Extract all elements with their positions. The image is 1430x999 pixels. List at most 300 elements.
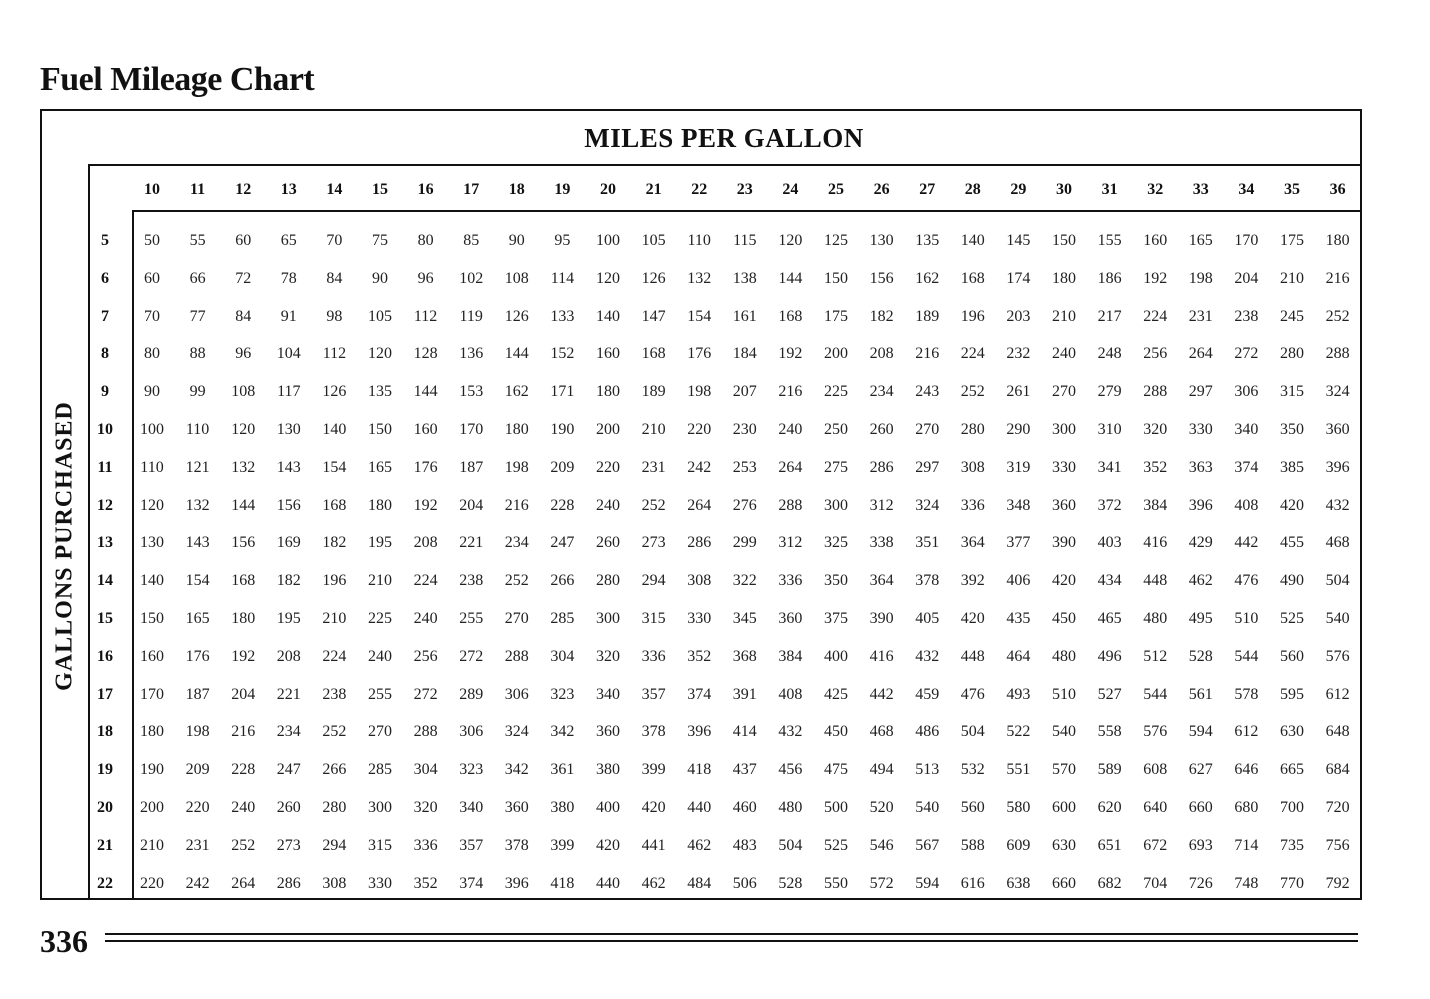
mileage-cell: 330 <box>1188 421 1213 438</box>
mileage-cell: 200 <box>140 799 164 816</box>
mileage-cell: 280 <box>322 799 347 816</box>
mileage-cell: 324 <box>504 723 529 741</box>
mileage-cell: 589 <box>1097 761 1122 779</box>
mileage-cell: 312 <box>869 496 894 514</box>
mileage-cell: 528 <box>778 874 803 892</box>
mileage-cell: 120 <box>596 269 620 287</box>
mileage-cell: 396 <box>1325 458 1350 476</box>
mileage-cell: 217 <box>1097 307 1122 325</box>
mileage-cell: 434 <box>1097 572 1122 590</box>
mileage-cell: 588 <box>960 836 985 854</box>
mileage-cell: 391 <box>732 685 757 703</box>
mileage-cell: 420 <box>960 610 985 627</box>
mileage-cell: 250 <box>824 421 848 438</box>
mileage-cell: 480 <box>778 799 803 816</box>
mileage-cell: 145 <box>1006 232 1031 249</box>
mileage-cell: 312 <box>778 534 803 552</box>
mileage-cell: 432 <box>1325 496 1350 514</box>
mileage-cell: 380 <box>596 761 620 779</box>
mileage-cell: 323 <box>459 761 484 779</box>
mileage-cell: 114 <box>550 269 575 287</box>
mileage-cell: 187 <box>185 685 210 703</box>
mileage-cell: 420 <box>1280 496 1304 514</box>
mileage-cell: 240 <box>413 610 438 627</box>
mileage-cell: 532 <box>960 761 985 779</box>
mileage-cell: 357 <box>641 685 666 703</box>
mileage-cell: 198 <box>185 723 210 741</box>
mileage-cell: 546 <box>869 836 894 854</box>
mileage-cell: 336 <box>641 647 666 665</box>
gallons-row-label: 16 <box>97 647 113 665</box>
gallons-row-label: 19 <box>97 761 113 779</box>
mileage-cell: 288 <box>1143 383 1168 401</box>
mileage-cell: 216 <box>915 345 940 363</box>
mileage-cell: 390 <box>1052 534 1076 552</box>
mileage-cell: 264 <box>687 496 712 514</box>
column-header-rule <box>132 210 1360 212</box>
mileage-cell: 493 <box>1006 685 1031 703</box>
mileage-cell: 504 <box>778 836 803 854</box>
mileage-cell: 190 <box>140 761 164 779</box>
mileage-cell: 165 <box>368 458 392 476</box>
mileage-cell: 578 <box>1234 685 1259 703</box>
mileage-cell: 260 <box>869 421 894 438</box>
mileage-cell: 135 <box>368 383 392 401</box>
mileage-cell: 231 <box>185 836 210 854</box>
mileage-cell: 665 <box>1280 761 1304 779</box>
mileage-cell: 361 <box>550 761 575 779</box>
mileage-cell: 510 <box>1052 685 1076 703</box>
mileage-cell: 646 <box>1234 761 1259 779</box>
mileage-cell: 310 <box>1097 421 1122 438</box>
mileage-cell: 560 <box>1280 647 1304 665</box>
mpg-header-cell: 17 <box>463 181 480 198</box>
mileage-cell: 372 <box>1097 496 1122 514</box>
mileage-cell: 135 <box>915 232 940 249</box>
mileage-cell: 140 <box>960 232 985 249</box>
mileage-cell: 252 <box>960 383 985 401</box>
mileage-cell: 252 <box>641 496 666 514</box>
mileage-cell: 462 <box>641 874 666 892</box>
mileage-cell: 374 <box>1234 458 1259 476</box>
mileage-cell: 80 <box>144 345 160 363</box>
mileage-cell: 513 <box>915 761 940 779</box>
mileage-cell: 465 <box>1097 610 1122 627</box>
mileage-cell: 550 <box>824 874 848 892</box>
mileage-cell: 252 <box>231 836 256 854</box>
mileage-cell: 288 <box>504 647 529 665</box>
mileage-cell: 275 <box>824 458 848 476</box>
mileage-cell: 204 <box>459 496 484 514</box>
mileage-cell: 450 <box>1052 610 1076 627</box>
mileage-cell: 136 <box>459 345 484 363</box>
mileage-cell: 216 <box>1325 269 1350 287</box>
gallons-row-label: 18 <box>97 723 113 741</box>
mpg-header-cell: 15 <box>372 181 388 198</box>
mileage-cell: 154 <box>322 458 347 476</box>
mileage-cell: 360 <box>504 799 529 816</box>
mileage-cell: 160 <box>140 647 164 665</box>
mileage-cell: 400 <box>596 799 620 816</box>
mileage-cell: 286 <box>869 458 894 476</box>
mileage-cell: 420 <box>641 799 666 816</box>
mileage-cell: 162 <box>915 269 940 287</box>
mileage-cell: 342 <box>550 723 575 741</box>
mileage-cell: 70 <box>144 307 160 325</box>
mileage-cell: 176 <box>413 458 438 476</box>
mileage-cell: 228 <box>231 761 256 779</box>
mileage-cell: 225 <box>368 610 392 627</box>
mileage-cell: 448 <box>960 647 985 665</box>
mpg-header-cell: 10 <box>144 181 160 198</box>
mileage-cell: 648 <box>1325 723 1350 741</box>
mileage-cell: 207 <box>732 383 757 401</box>
mileage-cell: 464 <box>1006 647 1031 665</box>
mileage-cell: 150 <box>824 269 848 287</box>
mileage-cell: 156 <box>276 496 301 514</box>
mileage-cell: 323 <box>550 685 575 703</box>
mileage-cell: 165 <box>185 610 210 627</box>
mileage-cell: 175 <box>1280 232 1304 249</box>
mileage-cell: 272 <box>1234 345 1259 363</box>
mileage-cell: 204 <box>1234 269 1259 287</box>
mileage-cell: 108 <box>504 269 529 287</box>
mileage-cell: 261 <box>1006 383 1031 401</box>
mileage-cell: 144 <box>778 269 803 287</box>
mileage-cell: 140 <box>322 421 347 438</box>
mileage-cell: 143 <box>276 458 301 476</box>
mileage-cell: 234 <box>869 383 894 401</box>
mileage-cell: 180 <box>596 383 620 401</box>
mileage-cell: 140 <box>140 572 164 590</box>
mileage-cell: 504 <box>1325 572 1350 590</box>
mileage-cell: 475 <box>824 761 848 779</box>
mileage-cell: 210 <box>368 572 392 590</box>
mileage-cell: 231 <box>1188 307 1213 325</box>
mileage-cell: 325 <box>824 534 848 552</box>
mileage-cell: 105 <box>368 307 392 325</box>
mileage-cell: 336 <box>960 496 985 514</box>
mileage-cell: 378 <box>504 836 529 854</box>
mileage-cell: 200 <box>596 421 620 438</box>
mileage-cell: 527 <box>1097 685 1122 703</box>
gallons-row-label: 12 <box>97 496 113 514</box>
mileage-cell: 180 <box>1052 269 1076 287</box>
mpg-header-cell: 25 <box>828 181 844 198</box>
mpg-header-cell: 30 <box>1056 181 1072 198</box>
mileage-cell: 95 <box>554 232 571 249</box>
mileage-cell: 700 <box>1280 799 1304 816</box>
mileage-cell: 406 <box>1006 572 1031 590</box>
mileage-cell: 672 <box>1143 836 1168 854</box>
mileage-cell: 396 <box>504 874 529 892</box>
mileage-cell: 425 <box>824 685 848 703</box>
mileage-cell: 255 <box>459 610 484 627</box>
mileage-cell: 294 <box>641 572 666 590</box>
mileage-cell: 252 <box>504 572 529 590</box>
mileage-cell: 253 <box>732 458 757 476</box>
mileage-cell: 143 <box>185 534 210 552</box>
mileage-cell: 612 <box>1325 685 1350 703</box>
mileage-cell: 380 <box>550 799 575 816</box>
mileage-cell: 150 <box>1052 232 1076 249</box>
mileage-cell: 506 <box>732 874 757 892</box>
mileage-cell: 180 <box>231 610 256 627</box>
mileage-cell: 322 <box>732 572 757 590</box>
mileage-cell: 476 <box>960 685 985 703</box>
mileage-cell: 484 <box>687 874 712 892</box>
mileage-cell: 210 <box>322 610 347 627</box>
mileage-cell: 360 <box>1325 421 1350 438</box>
mileage-cell: 770 <box>1280 874 1304 892</box>
mpg-header-cell: 31 <box>1101 181 1118 198</box>
mileage-cell: 297 <box>1188 383 1213 401</box>
gallons-row-label: 11 <box>97 458 113 476</box>
mileage-cell: 248 <box>1097 345 1122 363</box>
mileage-cell: 198 <box>504 458 529 476</box>
mileage-cell: 600 <box>1052 799 1076 816</box>
mileage-cell: 594 <box>1188 723 1213 741</box>
mileage-cell: 204 <box>231 685 256 703</box>
mileage-cell: 100 <box>140 421 164 438</box>
mileage-cell: 429 <box>1188 534 1213 552</box>
mileage-cell: 300 <box>596 610 620 627</box>
mileage-cell: 140 <box>596 307 620 325</box>
mileage-cell: 704 <box>1143 874 1168 892</box>
mpg-header-cell: 33 <box>1192 181 1209 198</box>
mileage-cell: 540 <box>1052 723 1076 741</box>
mileage-cell: 551 <box>1006 761 1031 779</box>
mileage-cell: 230 <box>732 421 757 438</box>
mileage-cell: 132 <box>185 496 210 514</box>
mileage-cell: 180 <box>140 723 164 741</box>
mileage-cell: 133 <box>550 307 575 325</box>
mileage-cell: 483 <box>732 836 757 854</box>
mileage-cell: 176 <box>185 647 210 665</box>
mileage-cell: 75 <box>372 232 388 249</box>
mileage-cell: 480 <box>1052 647 1076 665</box>
mileage-cell: 440 <box>687 799 712 816</box>
mileage-cell: 231 <box>641 458 666 476</box>
mileage-cell: 315 <box>368 836 392 854</box>
mileage-cell: 276 <box>732 496 757 514</box>
mileage-cell: 128 <box>413 345 438 363</box>
mileage-cell: 238 <box>322 685 347 703</box>
mileage-cell: 200 <box>824 345 848 363</box>
mileage-cell: 155 <box>1097 232 1122 249</box>
mileage-cell: 273 <box>276 836 301 854</box>
gallons-row-label: 22 <box>97 874 113 892</box>
mileage-cell: 130 <box>140 534 164 552</box>
mileage-cell: 432 <box>915 647 940 665</box>
mileage-cell: 403 <box>1097 534 1122 552</box>
mileage-cell: 408 <box>778 685 803 703</box>
gallons-row-label: 17 <box>97 685 113 703</box>
mileage-cell: 608 <box>1143 761 1168 779</box>
mileage-cell: 252 <box>1325 307 1350 325</box>
mileage-cell: 510 <box>1234 610 1259 627</box>
mileage-cell: 300 <box>368 799 392 816</box>
mileage-cell: 160 <box>1143 232 1168 249</box>
gallons-row-label: 21 <box>97 836 113 854</box>
mileage-cell: 156 <box>869 269 894 287</box>
mileage-cell: 320 <box>413 799 438 816</box>
mileage-cell: 735 <box>1280 836 1304 854</box>
mpg-header-cell: 23 <box>736 181 753 198</box>
mileage-cell: 208 <box>869 345 894 363</box>
mileage-cell: 520 <box>869 799 894 816</box>
mileage-cell: 486 <box>915 723 940 741</box>
mileage-cell: 182 <box>869 307 894 325</box>
mileage-cell: 100 <box>596 232 620 249</box>
mileage-cell: 264 <box>1188 345 1213 363</box>
mileage-cell: 364 <box>869 572 894 590</box>
mileage-cell: 256 <box>413 647 438 665</box>
mileage-cell: 210 <box>641 421 666 438</box>
mileage-cell: 138 <box>732 269 757 287</box>
mileage-cell: 50 <box>144 232 160 249</box>
mileage-cell: 408 <box>1234 496 1259 514</box>
mileage-cell: 324 <box>915 496 940 514</box>
mileage-cell: 273 <box>641 534 666 552</box>
mileage-cell: 360 <box>1052 496 1076 514</box>
mileage-cell: 196 <box>960 307 985 325</box>
mileage-cell: 132 <box>687 269 712 287</box>
mileage-cell: 756 <box>1325 836 1350 854</box>
mpg-header-cell: 18 <box>508 181 525 198</box>
gallons-row-label: 5 <box>101 232 109 249</box>
mileage-cell: 216 <box>231 723 256 741</box>
mileage-cell: 176 <box>687 345 712 363</box>
mileage-cell: 540 <box>1325 610 1350 627</box>
mileage-cell: 560 <box>960 799 985 816</box>
mpg-header-cell: 14 <box>326 181 343 198</box>
mileage-cell: 272 <box>459 647 484 665</box>
mileage-cell: 420 <box>596 836 620 854</box>
mileage-cell: 156 <box>231 534 256 552</box>
mileage-cell: 567 <box>915 836 940 854</box>
gallons-row-label: 15 <box>97 610 113 627</box>
mileage-cell: 102 <box>459 269 484 287</box>
mileage-cell: 360 <box>596 723 620 741</box>
mileage-cell: 462 <box>1188 572 1213 590</box>
mileage-cell: 174 <box>1006 269 1031 287</box>
mileage-cell: 390 <box>869 610 894 627</box>
mileage-cell: 152 <box>550 345 575 363</box>
mileage-cell: 320 <box>596 647 620 665</box>
mileage-cell: 110 <box>185 421 210 438</box>
mpg-header-cell: 34 <box>1238 181 1255 198</box>
mileage-cell: 108 <box>231 383 256 401</box>
mileage-cell: 357 <box>459 836 484 854</box>
mileage-cell: 91 <box>280 307 297 325</box>
mileage-cell: 98 <box>326 307 343 325</box>
mileage-cell: 160 <box>413 421 438 438</box>
mileage-cell: 208 <box>276 647 301 665</box>
mileage-cell: 660 <box>1052 874 1076 892</box>
mileage-cell: 416 <box>1143 534 1168 552</box>
mileage-cell: 315 <box>1280 383 1304 401</box>
mileage-cell: 184 <box>732 345 757 363</box>
mileage-cell: 203 <box>1006 307 1031 325</box>
mileage-cell: 297 <box>915 458 940 476</box>
mileage-cell: 195 <box>276 610 301 627</box>
mileage-cell: 304 <box>413 761 438 779</box>
header-rule <box>88 164 1360 166</box>
mpg-header-cell: 21 <box>645 181 662 198</box>
mileage-cell: 525 <box>1280 610 1304 627</box>
mileage-cell: 234 <box>276 723 301 741</box>
mileage-cell: 120 <box>778 232 803 249</box>
mileage-cell: 561 <box>1188 685 1213 703</box>
mileage-cell: 120 <box>231 421 256 438</box>
mileage-cell: 80 <box>417 232 434 249</box>
mileage-cell: 286 <box>276 874 301 892</box>
mileage-cell: 378 <box>641 723 666 741</box>
mileage-cell: 288 <box>413 723 438 741</box>
mileage-cell: 306 <box>1234 383 1259 401</box>
mileage-cell: 220 <box>140 874 164 892</box>
mileage-cell: 224 <box>960 345 985 363</box>
mileage-cell: 117 <box>277 383 301 401</box>
mileage-cell: 168 <box>231 572 256 590</box>
mileage-cell: 442 <box>869 685 894 703</box>
mileage-cell: 294 <box>322 836 347 854</box>
mileage-cell: 99 <box>189 383 206 401</box>
mileage-cell: 396 <box>1188 496 1213 514</box>
mileage-cell: 232 <box>1006 345 1031 363</box>
mileage-cell: 245 <box>1280 307 1304 325</box>
mileage-cell: 630 <box>1052 836 1076 854</box>
mileage-cell: 255 <box>368 685 392 703</box>
mpg-header-cell: 27 <box>919 181 936 198</box>
mileage-cell: 120 <box>368 345 392 363</box>
mileage-cell: 115 <box>733 232 757 249</box>
gallons-row-label: 20 <box>97 799 113 816</box>
mileage-cell: 220 <box>687 421 712 438</box>
mileage-cell: 238 <box>1234 307 1259 325</box>
mileage-cell: 460 <box>732 799 757 816</box>
mileage-cell: 576 <box>1325 647 1350 665</box>
mileage-cell: 525 <box>824 836 848 854</box>
mileage-cell: 336 <box>413 836 438 854</box>
mileage-cell: 60 <box>144 269 160 287</box>
mpg-header-cell: 32 <box>1147 181 1164 198</box>
mileage-cell: 242 <box>185 874 210 892</box>
mpg-header-cell: 20 <box>600 181 616 198</box>
mpg-header-cell: 26 <box>873 181 890 198</box>
mileage-cell: 161 <box>732 307 757 325</box>
mileage-cell: 90 <box>372 269 388 287</box>
mileage-cell: 616 <box>960 874 985 892</box>
mileage-cell: 300 <box>1052 421 1076 438</box>
mileage-cell: 693 <box>1188 836 1213 854</box>
mpg-header-cell: 13 <box>280 181 297 198</box>
gallons-row-label: 7 <box>101 307 109 325</box>
mileage-cell: 260 <box>276 799 301 816</box>
mileage-cell: 209 <box>185 761 210 779</box>
miles-per-gallon-header: MILES PER GALLON <box>584 122 864 153</box>
mileage-cell: 748 <box>1234 874 1259 892</box>
gallons-row-label: 14 <box>97 572 113 590</box>
mileage-cell: 78 <box>280 269 297 287</box>
mileage-cell: 153 <box>459 383 484 401</box>
gallons-row-label: 13 <box>97 534 113 552</box>
mileage-cell: 112 <box>322 345 347 363</box>
mileage-cell: 196 <box>322 572 347 590</box>
mileage-cell: 720 <box>1325 799 1350 816</box>
mileage-cell: 270 <box>504 610 529 627</box>
